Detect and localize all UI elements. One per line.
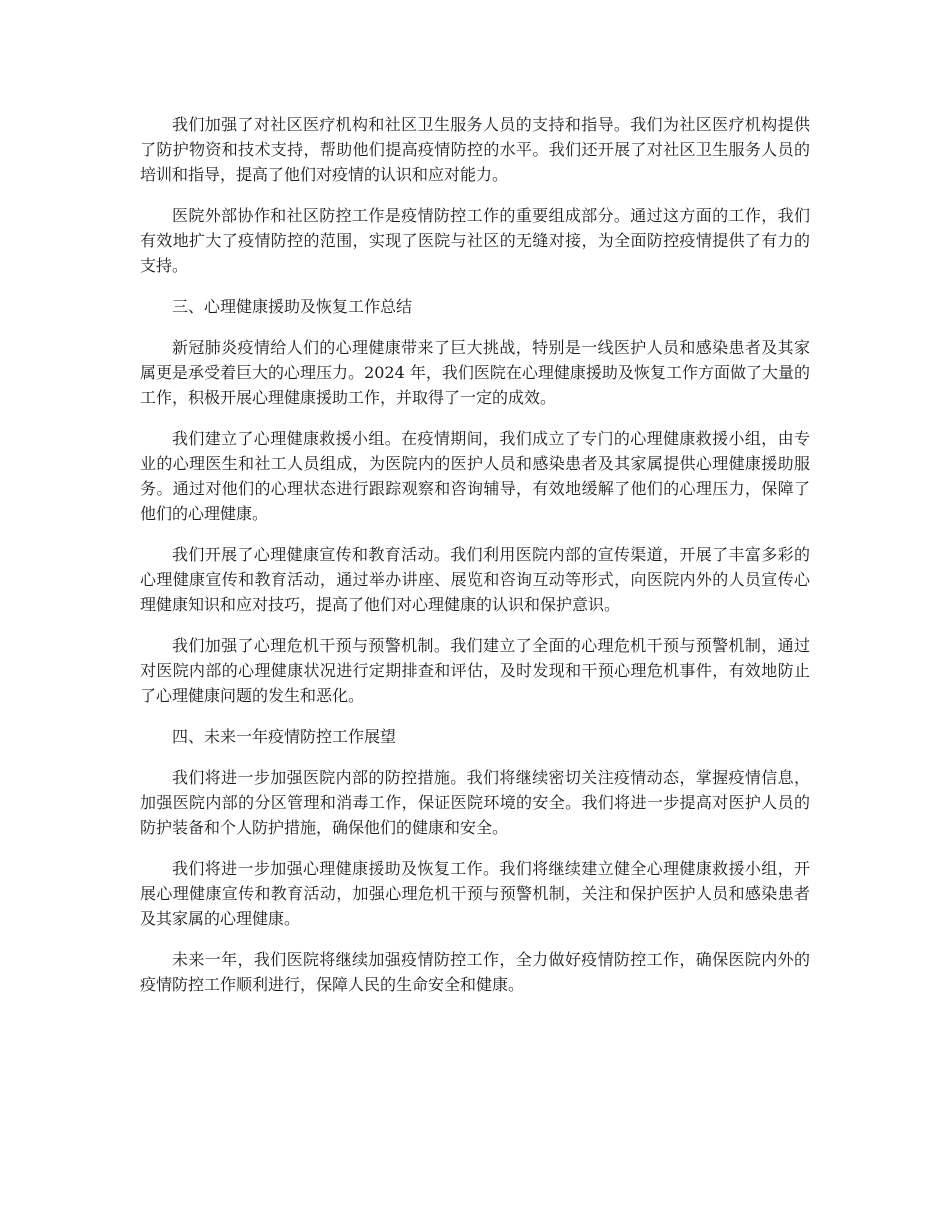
paragraph-community-support: 我们加强了对社区医疗机构和社区卫生服务人员的支持和指导。我们为社区医疗机构提供了防护物资和技术支持，帮助他们提高疫情防控的水平。我们还开展了对社区卫生服务人员的培训和指导，提高了他们对疫情的认识和应对能力。	[140, 115, 810, 184]
paragraph-external-collaboration: 医院外部协作和社区防控工作是疫情防控工作的重要组成部分。通过这方面的工作，我们有效地扩大了疫情防控的范围，实现了医院与社区的无缝对接，为全面防控疫情提供了有力的支持。	[140, 206, 810, 275]
paragraph-internal-measures: 我们将进一步加强医院内部的防控措施。我们将继续密切关注疫情动态，掌握疫情信息，加强医院内部的分区管理和消毒工作，保证医院环境的安全。我们将进一步提高对医护人员的防护装备和个人防护措施，确保他们的健康和安全。	[140, 768, 810, 837]
section-heading-mental-health: 三、心理健康援助及恢复工作总结	[172, 297, 413, 316]
document-body	[140, 112, 810, 1013]
paragraph-crisis-intervention: 我们加强了心理危机干预与预警机制。我们建立了全面的心理危机干预与预警机制，通过对医院内部的心理健康状况进行定期排查和评估，及时发现和干预心理危机事件，有效地防止了心理健康问题的发生和恶化。	[140, 636, 810, 705]
paragraph-rescue-team: 我们建立了心理健康救援小组。在疫情期间，我们成立了专门的心理健康救援小组，由专业的心理医生和社工人员组成，为医院内的医护人员和感染患者及其家属提供心理健康援助服务。通过对他们的心理状态进行跟踪观察和咨询辅导，有效地缓解了他们的心理压力，保障了他们的心理健康。	[140, 429, 810, 523]
paragraph-conclusion: 未来一年，我们医院将继续加强疫情防控工作，全力做好疫情防控工作，确保医院内外的疫情防控工作顺利进行，保障人民的生命安全和健康。	[140, 950, 810, 994]
paragraph-education-activities: 我们开展了心理健康宣传和教育活动。我们利用医院内部的宣传渠道，开展了丰富多彩的心理健康宣传和教育活动，通过举办讲座、展览和咨询互动等形式，向医院内外的人员宣传心理健康知识和应对技巧，提高了他们对心理健康的认识和保护意识。	[140, 545, 810, 614]
section-heading-outlook: 四、未来一年疫情防控工作展望	[172, 727, 397, 746]
paragraph-mental-health-plan: 我们将进一步加强心理健康援助及恢复工作。我们将继续建立健全心理健康救援小组，开展心理健康宣传和教育活动，加强心理危机干预与预警机制，关注和保护医护人员和感染患者及其家属的心理健康。	[140, 859, 810, 928]
paragraph-mental-health-intro: 新冠肺炎疫情给人们的心理健康带来了巨大挑战，特别是一线医护人员和感染患者及其家属更是承受着巨大的心理压力。2024 年，我们医院在心理健康援助及恢复工作方面做了大量的工作，积极开展心理健康援助工作，并取得了一定的成效。	[140, 338, 810, 407]
